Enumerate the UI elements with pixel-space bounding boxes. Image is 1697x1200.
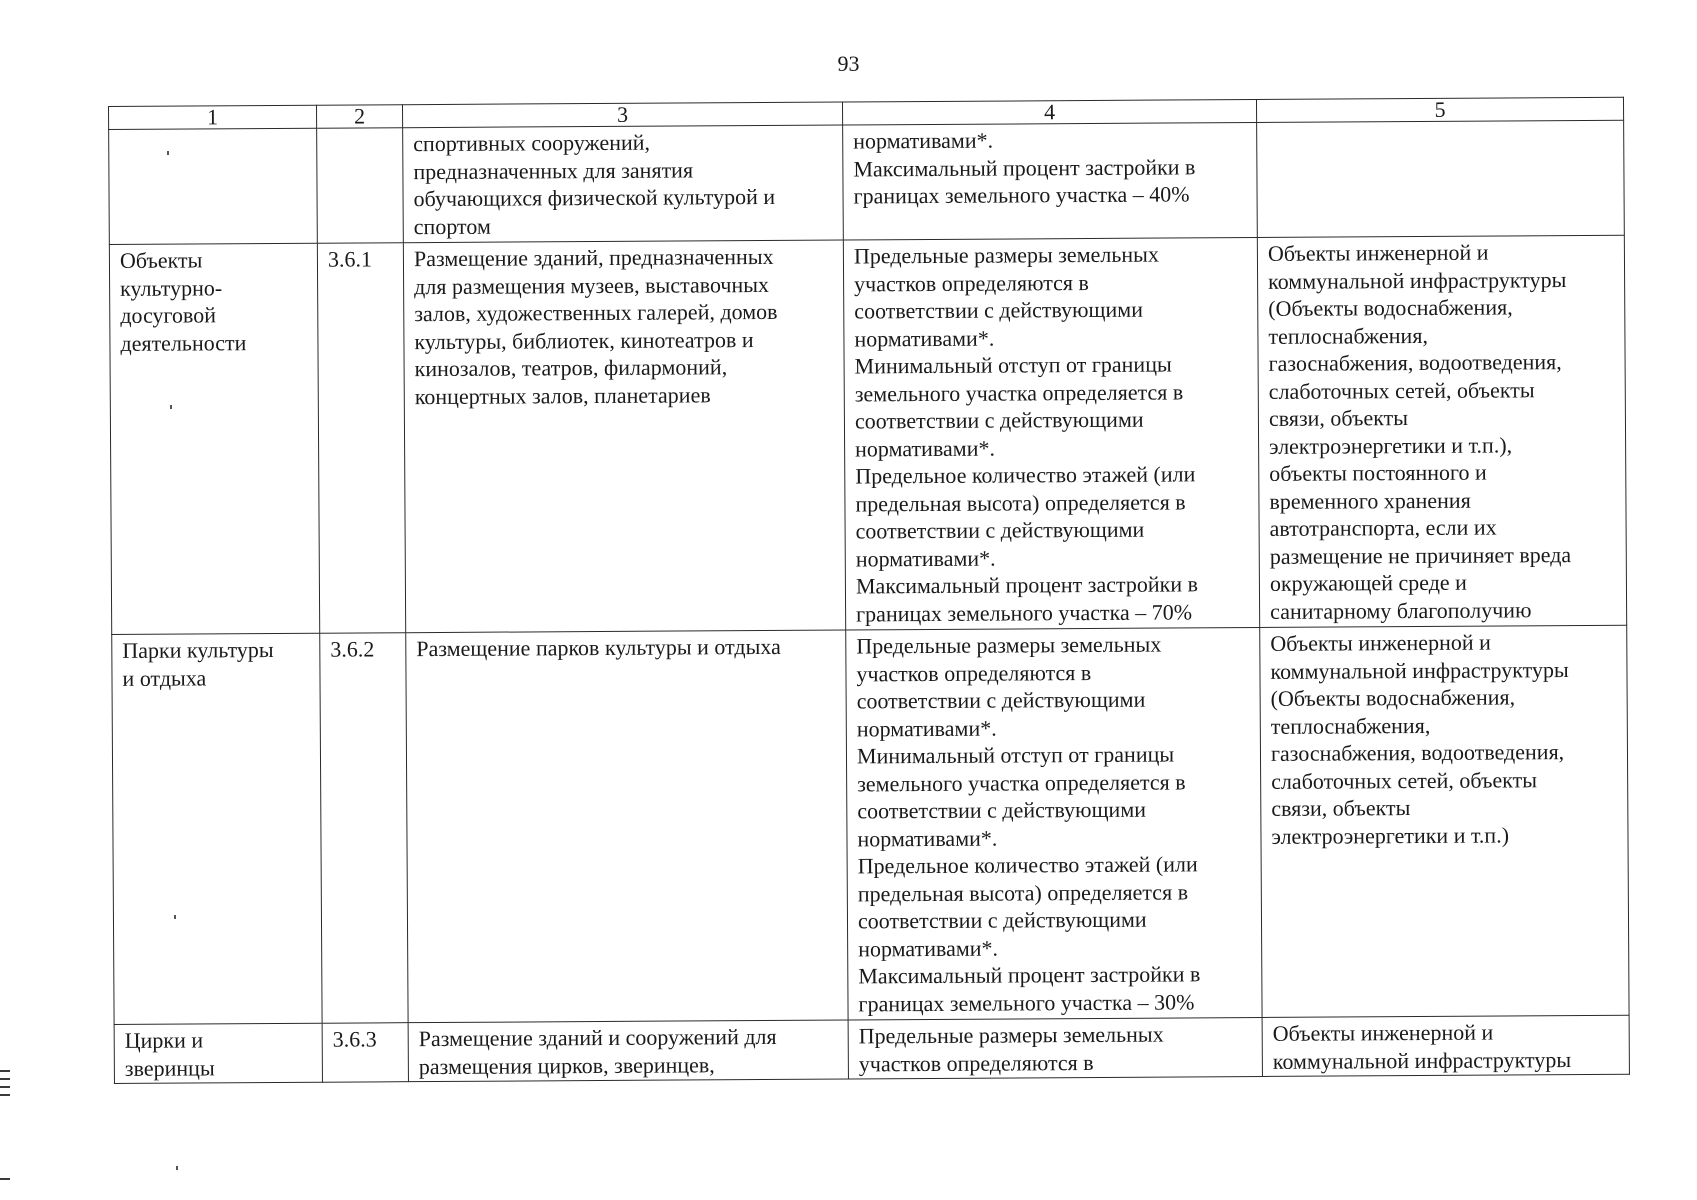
cell-description: Размещение парков культуры и отдыха	[406, 630, 848, 1023]
header-col-1: 1	[109, 105, 317, 129]
cell-code	[317, 128, 404, 244]
cell-description: Размещение зданий, предназначенных для размещения музеев, выставочных залов, художественных галерей, домов культуры, библиотек, кинотеатров и кинозалов, театров, филармоний, концертных залов, планетариев	[403, 240, 845, 633]
cell-auxiliary-uses: Объекты инженерной и коммунальной инфраструктуры	[1262, 1015, 1629, 1076]
page-number: 93	[837, 51, 860, 76]
scan-margin-mark	[0, 1094, 10, 1096]
cell-code: 3.6.3	[322, 1023, 408, 1083]
cell-auxiliary-uses: Объекты инженерной и коммунальной инфраструктуры (Объекты водоснабжения, теплоснабжения, газоснабжения, водоотведения, слаботочных сетей, объекты связи, объекты электроэнергетики и т.п.), объекты постоянного и временного хранения автотранспорта, если их размещение не причиняет вреда окружающей среде и санитарному благополучию	[1257, 235, 1626, 627]
cell-parameters: нормативами*. Максимальный процент застройки в границах земельного участка – 40%	[843, 122, 1258, 240]
cell-use-type: Объекты культурно- досуговой деятельности	[109, 243, 319, 634]
scan-speck	[170, 405, 172, 409]
scan-margin-mark	[0, 1070, 10, 1072]
table-row	[109, 120, 1625, 244]
cell-parameters: Предельные размеры земельных участков определяются в соответствии с действующими нормативами*. Минимальный отступ от границы земельного участка определяется в соответствии с действующими нормативами*. Предельное количество этажей (или предельная высота) определяется в соответствии с действующими нормативами*. Максимальный процент застройки в границах земельного участка – 30%	[846, 627, 1262, 1020]
cell-auxiliary-uses: Объекты инженерной и коммунальной инфраструктуры (Объекты водоснабжения, теплоснабжения, газоснабжения, водоотведения, слаботочных сетей, объекты связи, объекты электроэнергетики и т.п.)	[1260, 625, 1629, 1017]
header-col-4: 4	[842, 99, 1256, 125]
cell-use-type	[109, 128, 318, 244]
cell-code: 3.6.1	[317, 243, 405, 634]
header-col-2: 2	[316, 105, 402, 129]
table-row	[112, 625, 1629, 1024]
table-row	[114, 1015, 1629, 1083]
cell-description: Размещение зданий и сооружений для размещения цирков, зверинцев,	[408, 1020, 848, 1082]
scan-margin-mark	[0, 1078, 10, 1080]
cell-code: 3.6.2	[320, 633, 408, 1024]
header-col-3: 3	[402, 102, 842, 128]
scan-margin-mark	[0, 1086, 10, 1088]
cell-parameters: Предельные размеры земельных участков определяются в	[848, 1017, 1262, 1079]
cell-parameters: Предельные размеры земельных участков определяются в соответствии с действующими нормативами*. Минимальный отступ от границы земельного участка определяется в соответствии с действующими нормативами*. Предельное количество этажей (или предельная высота) определяется в соответствии с действующими нормативами*. Максимальный процент застройки в границах земельного участка – 70%	[843, 237, 1259, 630]
scan-speck	[174, 915, 176, 919]
header-col-5: 5	[1256, 97, 1623, 122]
scan-speck	[176, 1166, 178, 1170]
zoning-table	[108, 97, 1630, 1084]
table-row	[109, 235, 1626, 634]
cell-use-type: Цирки и зверинцы	[114, 1023, 322, 1083]
cell-auxiliary-uses	[1257, 120, 1625, 237]
cell-use-type: Парки культуры и отдыха	[112, 633, 322, 1024]
scan-speck	[167, 151, 169, 155]
cell-description: спортивных сооружений, предназначенных для занятия обучающихся физической культурой и спортом	[403, 125, 844, 243]
scan-margin-mark	[0, 1178, 10, 1180]
